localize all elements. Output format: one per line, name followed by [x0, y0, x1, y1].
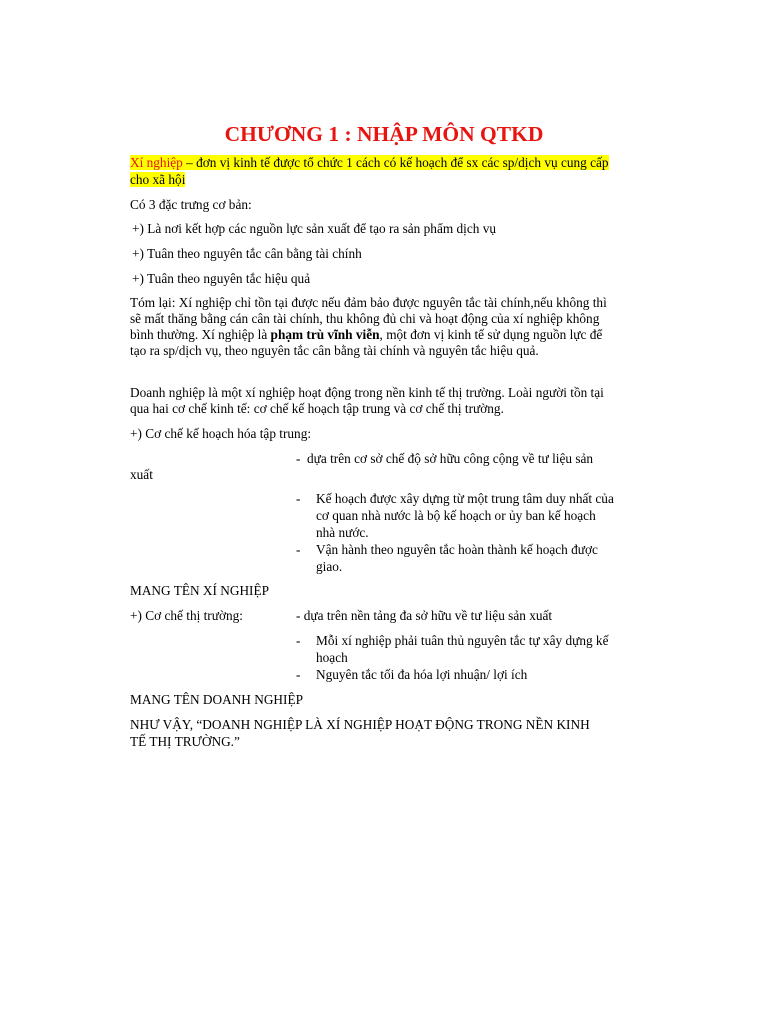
summary-line: tạo ra sp/dịch vụ, theo nguyên tắc cân bằng tài chính và nguyên tắc hiệu quả.	[130, 343, 539, 358]
summary-line: sẽ mất thăng bằng cán cân tài chính, thu không đủ chi và hoạt động của xí nghiệp không	[130, 311, 600, 326]
summary-text: bình thường. Xí nghiệp là	[130, 327, 271, 342]
market-heading: +) Cơ chế thị trường:	[130, 608, 243, 623]
summary-line: Tóm lại: Xí nghiệp chỉ tồn tại được nếu đảm bảo được nguyên tắc tài chính,nếu không thì	[130, 295, 607, 310]
enterprise-line: Doanh nghiệp là một xí nghiệp hoạt động trong nền kinh tế thị trường. Loài người tồn tại	[130, 385, 604, 400]
planned-heading: +) Cơ chế kế hoạch hóa tập trung:	[130, 426, 312, 441]
definition-term: Xí nghiệp	[130, 155, 183, 170]
planned-label: MANG TÊN XÍ NGHIỆP	[130, 583, 269, 598]
planned-first-wrap: xuất	[130, 467, 153, 482]
feature-item: +) Tuân theo nguyên tắc cân bằng tài chính	[132, 246, 362, 261]
planned-first-text: dựa trên cơ sở chế độ sở hữu công cộng về tư liệu sản	[307, 451, 594, 466]
feature-item: +) Tuân theo nguyên tắc hiệu quả	[132, 271, 311, 286]
bullet-text: Kế hoạch được xây dựng từ một trung tâm duy nhất của	[316, 491, 614, 506]
summary-text: , một đơn vị kinh tế sử dụng nguồn lực để	[379, 327, 603, 342]
enterprise-line: qua hai cơ chế kinh tế: cơ chế kế hoạch tập trung và cơ chế thị trường.	[130, 401, 504, 416]
page-title: CHƯƠNG 1 : NHẬP MÔN QTKD	[224, 122, 544, 146]
bullet-text: Nguyên tắc tối đa hóa lợi nhuận/ lợi ích	[316, 667, 528, 682]
bullet-text: nhà nước.	[316, 525, 369, 540]
bullet-dash: -	[296, 633, 301, 648]
definition-line-1	[130, 155, 650, 171]
bullet-dash: -	[296, 491, 301, 506]
summary-line	[130, 327, 650, 343]
conclusion-line: TẾ THỊ TRƯỜNG.”	[130, 734, 240, 749]
planned-first-dash: -	[296, 451, 301, 466]
bullet-text: Vận hành theo nguyên tắc hoàn thành kế hoạch được	[316, 542, 598, 557]
features-intro: Có 3 đặc trưng cơ bản:	[130, 197, 252, 212]
definition-line-2	[130, 172, 650, 188]
bullet-dash: -	[296, 667, 301, 682]
bullet-dash: -	[296, 542, 301, 557]
feature-item: +) Là nơi kết hợp các nguồn lực sản xuất để tạo ra sản phẩm dịch vụ	[132, 221, 497, 236]
conclusion-line: NHƯ VẬY, “DOANH NGHIỆP LÀ XÍ NGHIỆP HOẠT ĐỘNG TRONG NỀN KINH	[130, 717, 590, 732]
definition-text: – đơn vị kinh tế được tổ chức 1 cách có kế hoạch để sx các sp/dịch vụ cung cấp	[182, 155, 609, 170]
definition-text-2: cho xã hội	[130, 172, 186, 187]
bullet-text: hoạch	[316, 650, 348, 665]
bullet-text: giao.	[316, 559, 343, 574]
bullet-text: Mỗi xí nghiệp phải tuân thủ nguyên tắc tự xây dựng kế	[316, 633, 609, 648]
bullet-text: cơ quan nhà nước là bộ kế hoạch or ủy ban kế hoạch	[316, 508, 596, 523]
summary-bold-term: phạm trù vĩnh viễn	[270, 327, 380, 342]
market-first-text: - dựa trên nền tảng đa sở hữu về tư liệu sản xuất	[296, 608, 553, 623]
market-label: MANG TÊN DOANH NGHIỆP	[130, 692, 303, 707]
